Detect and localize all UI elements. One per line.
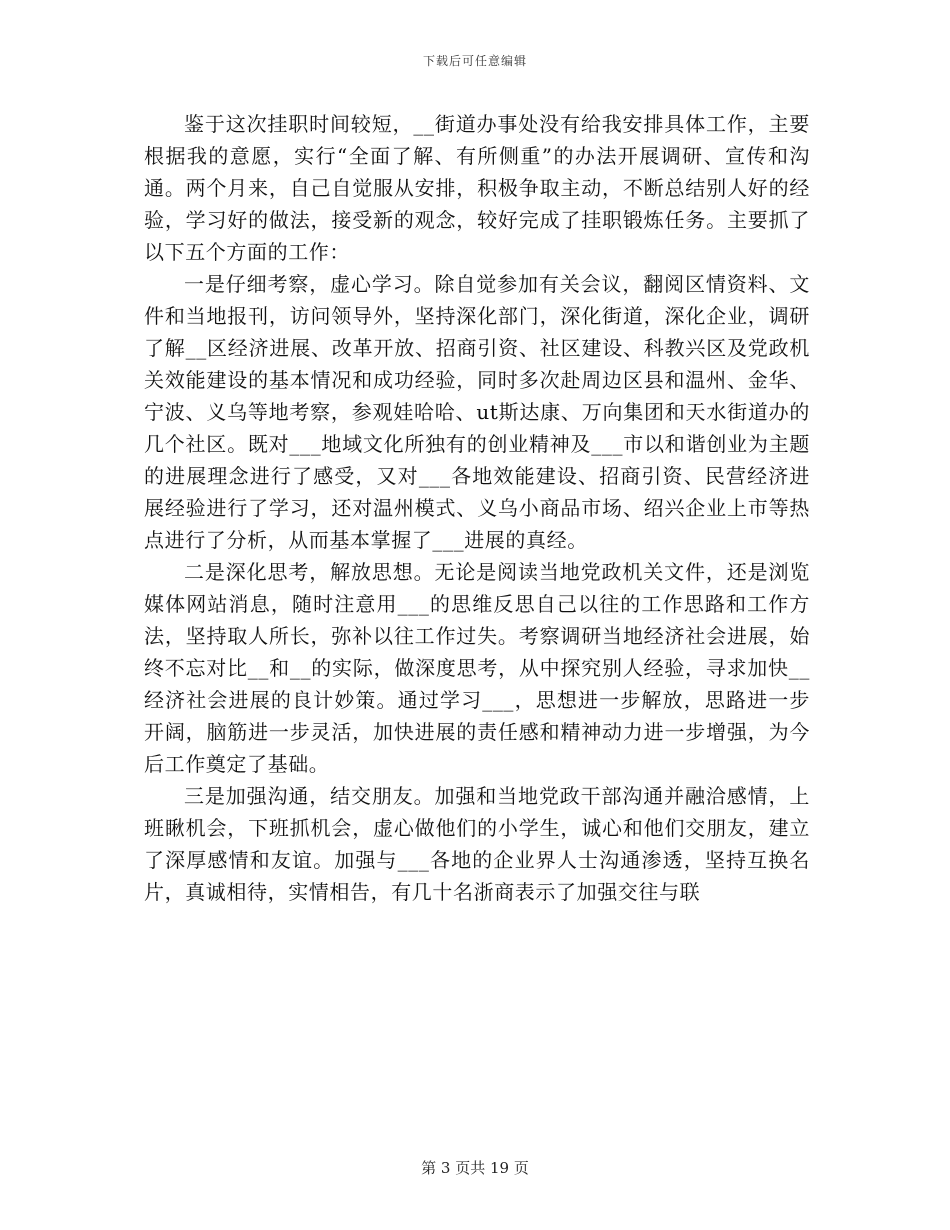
paragraph-intro: 鉴于这次挂职时间较短，__街道办事处没有给我安排具体工作，主要根据我的意愿，实行“全面了解、有所侧重”的办法开展调研、宣传和沟通。两个月来，自己自觉服从安排，积极争取主动，不断总结别人好的经验，学习好的做法，接受新的观念，较好完成了挂职锻炼任务。主要抓了以下五个方面的工作： [144,112,810,264]
document-body [144,108,810,908]
paragraph-three-communication: 三是加强沟通，结交朋友。加强和当地党政干部沟通并融洽感情，上班瞅机会，下班抓机会，虚心做他们的小学生，诚心和他们交朋友，建立了深厚感情和友谊。加强与___各地的企业界人士沟通渗透，坚持互换名片，真诚相待，实情相告，有几十名浙商表示了加强交往与联 [144,784,810,904]
paragraph-one-inspection: 一是仔细考察，虚心学习。除自觉参加有关会议，翻阅区情资料、文件和当地报刊，访问领导外，坚持深化部门，深化街道，深化企业，调研了解__区经济进展、改革开放、招商引资、社区建设、科教兴区及党政机关效能建设的基本情况和成功经验，同时多次赴周边区县和温州、金华、宁波、义乌等地考察，参观娃哈哈、ut斯达康、万向集团和天水街道办的几个社区。既对___地域文化所独有的创业精神及___市以和谐创业为主题的进展理念进行了感受，又对___各地效能建设、招商引资、民营经济进展经验进行了学习，还对温州模式、义乌小商品市场、绍兴企业上市等热点进行了分析，从而基本掌握了___进展的真经。 [144,272,810,552]
page-footer: 第 3 页共 19 页 [421,1159,529,1177]
paragraph-two-thinking: 二是深化思考，解放思想。无论是阅读当地党政机关文件，还是浏览媒体网站消息，随时注意用___的思维反思自己以往的工作思路和工作方法，坚持取人所长，弥补以往工作过失。考察调研当地经济社会进展，始终不忘对比__和__的实际，做深度思考，从中探究别人经验，寻求加快__经济社会进展的良计妙策。通过学习___，思想进一步解放，思路进一步开阔，脑筋进一步灵活，加快进展的责任感和精神动力进一步增强，为今后工作奠定了基础。 [144,560,810,776]
page-header: 下载后可任意编辑 [422,54,527,68]
